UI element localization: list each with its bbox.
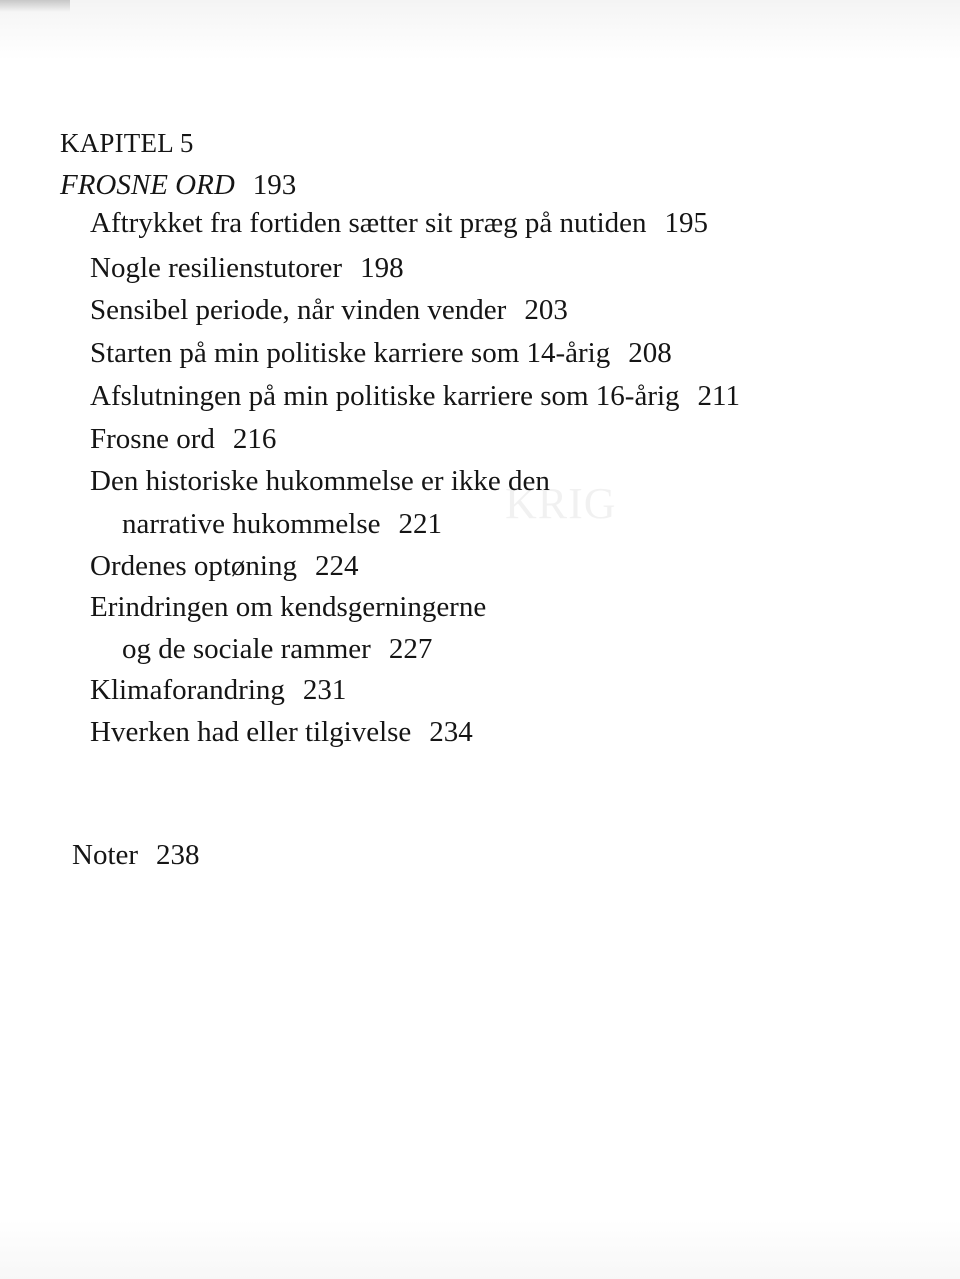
toc-entry-title: Ordenes optøning (90, 550, 297, 582)
toc-entry-title: Starten på min politiske karriere som 14-årig (90, 337, 611, 369)
toc-entry (90, 378, 740, 414)
toc-entry (90, 589, 486, 625)
toc-entry (90, 548, 359, 584)
notes-label: Noter (72, 839, 139, 871)
toc-entry (90, 335, 672, 371)
toc-entry (90, 421, 276, 457)
toc-entry-page: 198 (360, 252, 404, 284)
toc-entry-page: 216 (232, 423, 277, 455)
toc-entry-title: Afslutningen på min politiske karriere som 16-årig (90, 380, 680, 412)
toc-entry-title: Hverken had eller tilgivelse (90, 716, 412, 748)
toc-entry (90, 672, 346, 708)
toc-entry-page: 227 (388, 633, 433, 665)
toc-entry-title: Sensibel periode, når vinden vender (90, 294, 507, 326)
toc-entry-page: 224 (315, 550, 359, 582)
bleed-through-text: KRIG (505, 479, 617, 528)
toc-entry-continuation (122, 506, 442, 542)
toc-entry-page: 203 (524, 294, 568, 326)
toc-entry (90, 463, 550, 499)
toc-entry-title: Frosne ord (90, 423, 215, 455)
notes-page-number: 238 (156, 839, 200, 871)
toc-entry-page: 208 (628, 337, 672, 369)
toc-entry (90, 714, 473, 750)
toc-entry-title: Klimaforandring (90, 674, 285, 706)
toc-entry-title-continued: og de sociale rammer (122, 633, 371, 665)
toc-entry-title: Nogle resilienstutorer (90, 252, 343, 284)
chapter-title-line (60, 167, 296, 203)
toc-entry-title-continued: narrative hukommelse (122, 508, 381, 540)
toc-entry-continuation (122, 631, 432, 667)
toc-entry-title: Den historiske hukommelse er ikke den (90, 465, 550, 497)
toc-entry-page: 195 (664, 207, 709, 239)
toc-entry (90, 292, 568, 328)
toc-entry-page: 211 (697, 380, 740, 412)
toc-entry-page: 221 (398, 508, 442, 540)
toc-entry-title: Aftrykket fra fortiden sætter sit præg på nutiden (90, 207, 647, 239)
toc-entry (90, 250, 404, 286)
chapter-label: KAPITEL 5 (60, 128, 194, 158)
chapter-page-number: 193 (252, 169, 297, 201)
toc-entry (90, 205, 708, 241)
chapter-title: FROSNE ORD (60, 169, 235, 201)
toc-entry-page: 234 (429, 716, 473, 748)
toc-entry-title: Erindringen om kendsgerningerne (90, 591, 487, 623)
toc-entry-page: 231 (302, 674, 347, 706)
notes-entry (72, 837, 200, 873)
